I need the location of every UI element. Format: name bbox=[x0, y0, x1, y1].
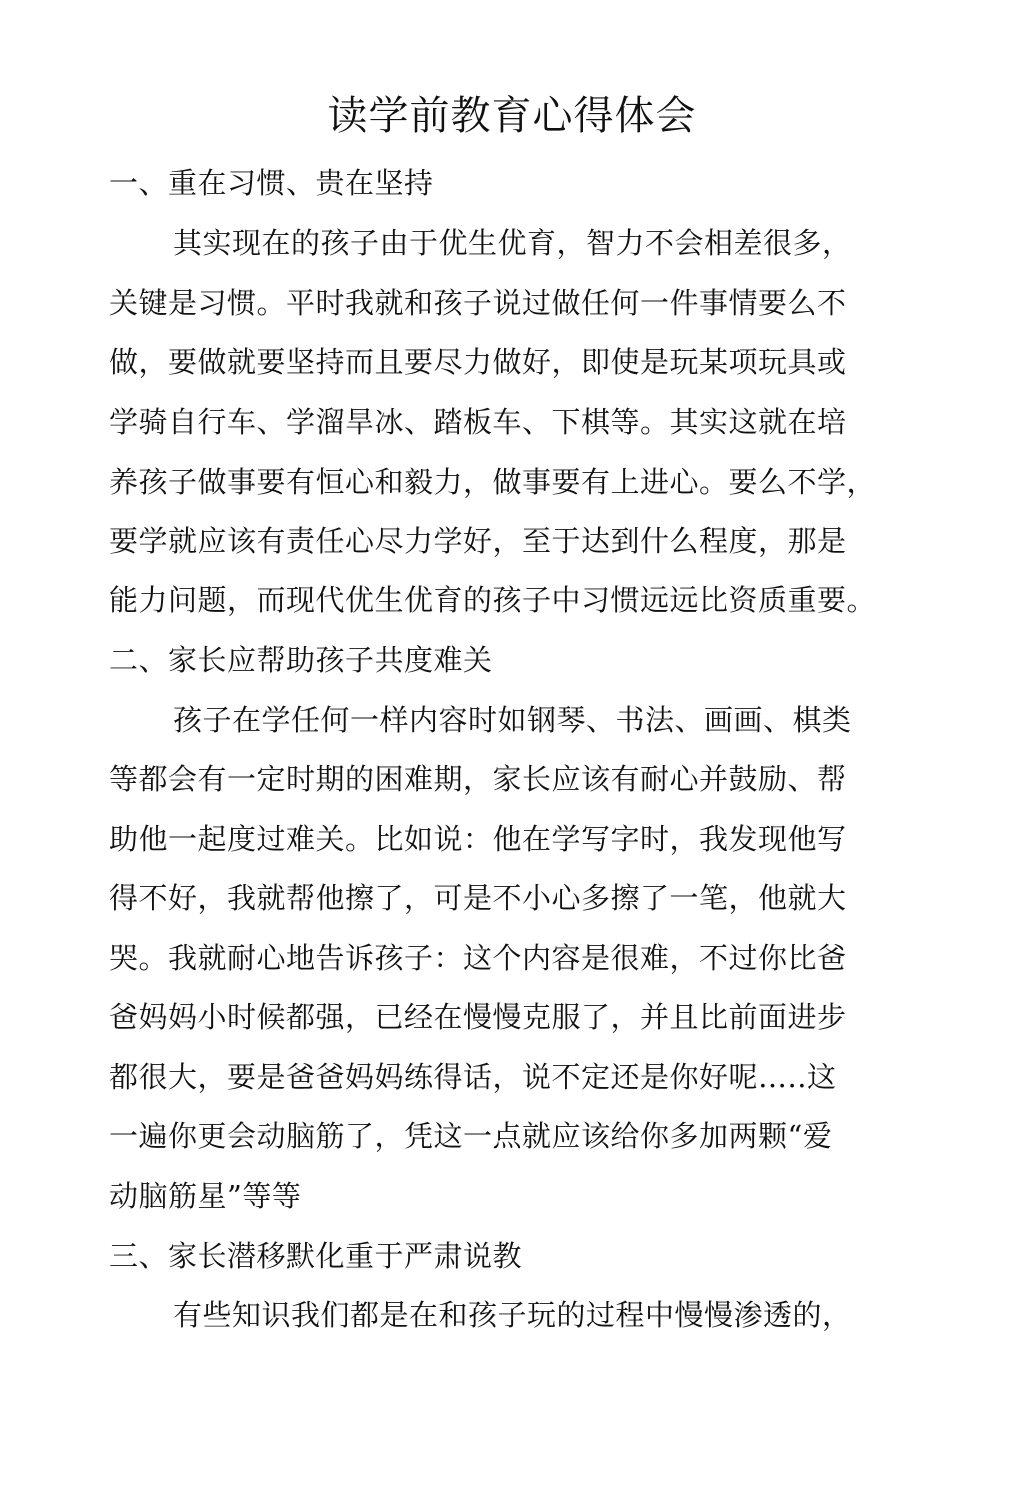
section-heading-3: 三、家长潜移默化重于严肃说教 bbox=[109, 1239, 523, 1273]
paragraph-line: 做，要做就要坚持而且要尽力做好，即使是玩某项玩具或 bbox=[109, 345, 847, 379]
paragraph-line: 动脑筋星”等等 bbox=[109, 1179, 302, 1213]
paragraph-line: 要学就应该有责任心尽力学好，至于达到什么程度，那是 bbox=[109, 524, 847, 558]
paragraph-line: 爸妈妈小时候都强，已经在慢慢克服了，并且比前面进步 bbox=[109, 1000, 847, 1034]
section-heading-2: 二、家长应帮助孩子共度难关 bbox=[109, 643, 493, 677]
paragraph-line: 孩子在学任何一样内容时如钢琴、书法、画画、棋类 bbox=[173, 703, 852, 737]
paragraph-line: 有些知识我们都是在和孩子玩的过程中慢慢渗透的， bbox=[173, 1298, 852, 1332]
paragraph-line: 都很大，要是爸爸妈妈练得话，说不定还是你好呢…..这 bbox=[109, 1060, 837, 1094]
paragraph-line: 等都会有一定时期的困难期，家长应该有耐心并鼓励、帮 bbox=[109, 762, 847, 796]
paragraph-line: 能力问题，而现代优生优育的孩子中习惯远远比资质重要。 bbox=[109, 583, 877, 617]
paragraph-line: 关键是习惯。平时我就和孩子说过做任何一件事情要么不 bbox=[109, 286, 847, 320]
paragraph-line: 学骑自行车、学溜旱冰、踏板车、下棋等。其实这就在培 bbox=[109, 405, 847, 439]
paragraph-line: 其实现在的孩子由于优生优育，智力不会相差很多， bbox=[173, 226, 852, 260]
paragraph-line: 养孩子做事要有恒心和毅力，做事要有上进心。要么不学， bbox=[109, 465, 877, 499]
document-title: 读学前教育心得体会 bbox=[327, 93, 697, 139]
section-heading-1: 一、重在习惯、贵在坚持 bbox=[109, 166, 434, 200]
paragraph-line: 助他一起度过难关。比如说：他在学写字时，我发现他写 bbox=[109, 822, 847, 856]
paragraph-line: 一遍你更会动脑筋了，凭这一点就应该给你多加两颗“爱 bbox=[109, 1119, 833, 1153]
paragraph-line: 得不好，我就帮他擦了，可是不小心多擦了一笔，他就大 bbox=[109, 881, 847, 915]
paragraph-line: 哭。我就耐心地告诉孩子：这个内容是很难，不过你比爸 bbox=[109, 941, 847, 975]
